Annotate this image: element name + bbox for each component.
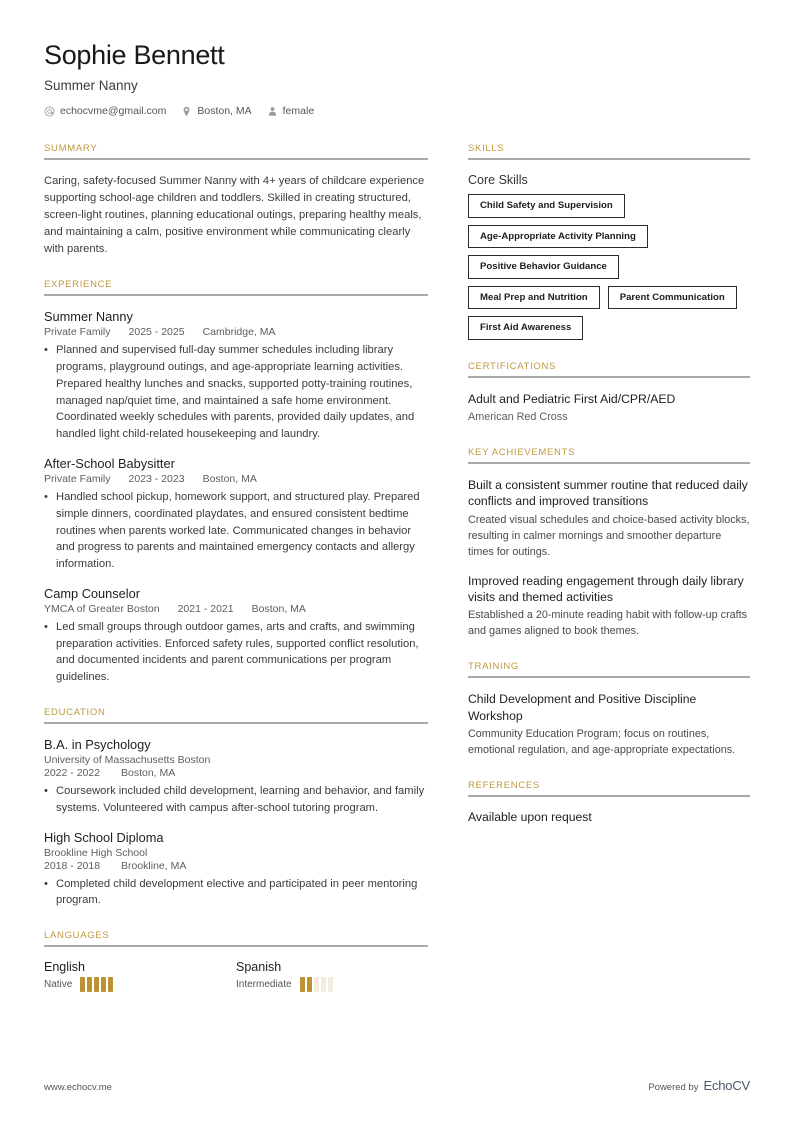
contact-gender bbox=[267, 105, 315, 117]
skill-tag: Parent Communication bbox=[608, 286, 737, 310]
experience-meta bbox=[44, 473, 428, 485]
achievement-description: Established a 20-minute reading habit with follow-up crafts and games aligned to book themes. bbox=[468, 609, 748, 638]
education-meta bbox=[44, 754, 428, 779]
experience-role: Summer Nanny bbox=[44, 309, 133, 325]
certification-issuer: American Red Cross bbox=[468, 411, 568, 424]
education-entry bbox=[44, 737, 428, 817]
section-divider bbox=[468, 376, 750, 378]
experience-bullets bbox=[44, 489, 428, 573]
training-description: Community Education Program; focus on routines, emotional regulation, and age-appropriate expectations. bbox=[468, 728, 736, 757]
language-level-bars bbox=[80, 977, 113, 992]
section-education bbox=[44, 707, 428, 909]
contact-location bbox=[181, 105, 251, 117]
level-bar bbox=[87, 977, 92, 992]
section-divider bbox=[468, 158, 750, 160]
achievement-name: Built a consistent summer routine that reduced daily conflicts and improved transitions bbox=[468, 477, 748, 509]
section-divider bbox=[468, 795, 750, 797]
person-icon bbox=[267, 106, 278, 117]
level-bar bbox=[307, 977, 312, 992]
language-name: Spanish bbox=[236, 960, 282, 975]
level-bar bbox=[94, 977, 99, 992]
section-title-training: TRAINING bbox=[468, 661, 519, 673]
experience-dates: 2025 - 2025 bbox=[128, 326, 185, 339]
language-name: English bbox=[44, 960, 85, 975]
email-icon bbox=[44, 106, 55, 117]
education-meta bbox=[44, 847, 428, 872]
section-title-summary: SUMMARY bbox=[44, 143, 98, 155]
list-item: • Led small groups through outdoor games, arts and crafts, and swimming preparation activities. Enforced safety rules, supported conflict resolution, and documented incidents and parent communications per program guidelines. bbox=[44, 619, 428, 686]
language-item bbox=[44, 960, 236, 992]
skill-tag: Age-Appropriate Activity Planning bbox=[468, 225, 648, 249]
achievement-name: Improved reading engagement through daily library visits and themed activities bbox=[468, 573, 744, 604]
section-divider bbox=[468, 676, 750, 678]
education-degree: B.A. in Psychology bbox=[44, 737, 151, 753]
list-item: • Completed child development elective and participated in peer mentoring program. bbox=[44, 876, 428, 910]
references-text: Available upon request bbox=[468, 810, 592, 825]
language-level: Intermediate bbox=[236, 979, 292, 991]
language-level-bars bbox=[300, 977, 333, 992]
education-bullets bbox=[44, 876, 428, 910]
section-summary bbox=[44, 143, 428, 258]
skill-tag: Child Safety and Supervision bbox=[468, 194, 625, 218]
contact-email[interactable] bbox=[44, 105, 166, 117]
list-item: • Coursework included child development, learning and behavior, and family systems. Volunteered with campus after-school tutoring program. bbox=[44, 783, 428, 817]
section-skills bbox=[468, 143, 750, 340]
achievement-item bbox=[468, 573, 750, 641]
section-divider bbox=[44, 294, 428, 296]
level-bar bbox=[328, 977, 333, 992]
achievement-description: Created visual schedules and choice-based activity blocks, resulting in calmer mornings and smoother departure times for outings. bbox=[468, 513, 750, 558]
section-divider bbox=[44, 722, 428, 724]
education-bullets bbox=[44, 783, 428, 817]
footer-powered-by bbox=[648, 1078, 750, 1093]
job-title: Summer Nanny bbox=[44, 78, 138, 94]
achievement-item bbox=[468, 477, 750, 561]
left-column bbox=[44, 143, 428, 1013]
summary-text: Caring, safety-focused Summer Nanny with 4+ years of childcare experience supporting school-age children and toddlers. Skilled in creating structured, screen-light routines, planning educational outings, preparing healthy meals, and maintaining a calm, positive environment while communicating clearly with parents. bbox=[44, 175, 425, 256]
contact-location-text: Boston, MA bbox=[197, 105, 252, 118]
education-school: Brookline High School bbox=[44, 846, 148, 859]
education-location: Brookline, MA bbox=[120, 859, 187, 872]
education-dates: 2022 - 2022 bbox=[44, 767, 101, 780]
section-training bbox=[468, 661, 750, 759]
certification-item bbox=[468, 391, 750, 426]
footer-website[interactable]: www.echocv.me bbox=[44, 1082, 112, 1093]
section-references bbox=[468, 780, 750, 824]
education-degree: High School Diploma bbox=[44, 829, 164, 845]
section-certifications bbox=[468, 361, 750, 426]
section-divider bbox=[44, 158, 428, 160]
experience-entry bbox=[44, 586, 428, 686]
skill-tag-list bbox=[468, 194, 750, 340]
level-bar bbox=[101, 977, 106, 992]
echocv-logo: EchoCV bbox=[703, 1078, 750, 1093]
skill-tag: First Aid Awareness bbox=[468, 316, 583, 340]
section-title-key-achievements: KEY ACHIEVEMENTS bbox=[468, 446, 576, 458]
experience-location: Cambridge, MA bbox=[202, 326, 276, 339]
section-title-certifications: CERTIFICATIONS bbox=[468, 360, 557, 372]
section-title-education: EDUCATION bbox=[44, 707, 106, 719]
experience-meta bbox=[44, 603, 428, 615]
list-item: • Planned and supervised full-day summer schedules including library programs, playground outings, and age-appropriate learning activities. Prepared healthy lunches and snacks, supported potty-training routines, managed nap/quiet time, and maintained a safe home environment. Coordinated weekly schedules with parents, provided daily updates, and handled light child-related housekeeping and laundry. bbox=[44, 342, 428, 443]
section-experience bbox=[44, 279, 428, 686]
experience-dates: 2023 - 2023 bbox=[128, 472, 185, 485]
resume-header bbox=[44, 40, 750, 117]
right-column bbox=[468, 143, 750, 845]
education-entry bbox=[44, 830, 428, 910]
level-bar bbox=[108, 977, 113, 992]
contact-line bbox=[44, 105, 750, 117]
certification-name: Adult and Pediatric First Aid/CPR/AED bbox=[468, 391, 676, 406]
experience-role: After-School Babysitter bbox=[44, 455, 175, 471]
language-item bbox=[236, 960, 428, 992]
skill-tag: Positive Behavior Guidance bbox=[468, 255, 619, 279]
resume-body bbox=[44, 143, 750, 1013]
skills-group-name: Core Skills bbox=[468, 173, 528, 188]
contact-gender-text: female bbox=[282, 105, 315, 118]
experience-org: YMCA of Greater Boston bbox=[44, 602, 160, 615]
languages-grid bbox=[44, 960, 428, 992]
experience-entry bbox=[44, 456, 428, 573]
skill-tag: Meal Prep and Nutrition bbox=[468, 286, 600, 310]
footer-powered-by-label: Powered by bbox=[648, 1082, 699, 1093]
section-title-references: REFERENCES bbox=[468, 780, 540, 792]
experience-location: Boston, MA bbox=[251, 602, 306, 615]
level-bar bbox=[314, 977, 319, 992]
experience-org: Private Family bbox=[44, 326, 111, 339]
experience-entry bbox=[44, 309, 428, 443]
level-bar bbox=[321, 977, 326, 992]
section-divider bbox=[468, 462, 750, 464]
education-location: Boston, MA bbox=[120, 767, 176, 780]
section-divider bbox=[44, 945, 428, 947]
education-school: University of Massachusetts Boston bbox=[44, 754, 211, 767]
experience-role: Camp Counselor bbox=[44, 585, 141, 601]
section-title-skills: SKILLS bbox=[468, 143, 505, 155]
section-title-experience: EXPERIENCE bbox=[44, 279, 113, 291]
list-item: • Handled school pickup, homework support, and structured play. Prepared simple dinners, coordinated playdates, and ensured consistent bedtime routines when parents worked late. Communicated changes in behavior and progress to parents and maintained emergency contacts and allergy information. bbox=[44, 489, 428, 573]
section-title-languages: LANGUAGES bbox=[44, 930, 110, 942]
page-title: Sophie Bennett bbox=[44, 40, 225, 70]
location-pin-icon bbox=[181, 106, 192, 117]
level-bar bbox=[80, 977, 85, 992]
experience-location: Boston, MA bbox=[202, 472, 257, 485]
experience-meta bbox=[44, 326, 428, 338]
training-name: Child Development and Positive Discipline Workshop bbox=[468, 692, 697, 723]
language-level: Native bbox=[44, 979, 73, 991]
level-bar bbox=[300, 977, 305, 992]
page-footer bbox=[44, 1078, 750, 1093]
section-key-achievements bbox=[468, 447, 750, 641]
experience-bullets bbox=[44, 342, 428, 443]
experience-org: Private Family bbox=[44, 472, 111, 485]
experience-dates: 2021 - 2021 bbox=[177, 602, 234, 615]
section-languages bbox=[44, 930, 428, 992]
experience-bullets bbox=[44, 619, 428, 686]
contact-email-text: echocvme@gmail.com bbox=[60, 105, 167, 118]
education-dates: 2018 - 2018 bbox=[44, 859, 101, 872]
training-item bbox=[468, 691, 750, 759]
